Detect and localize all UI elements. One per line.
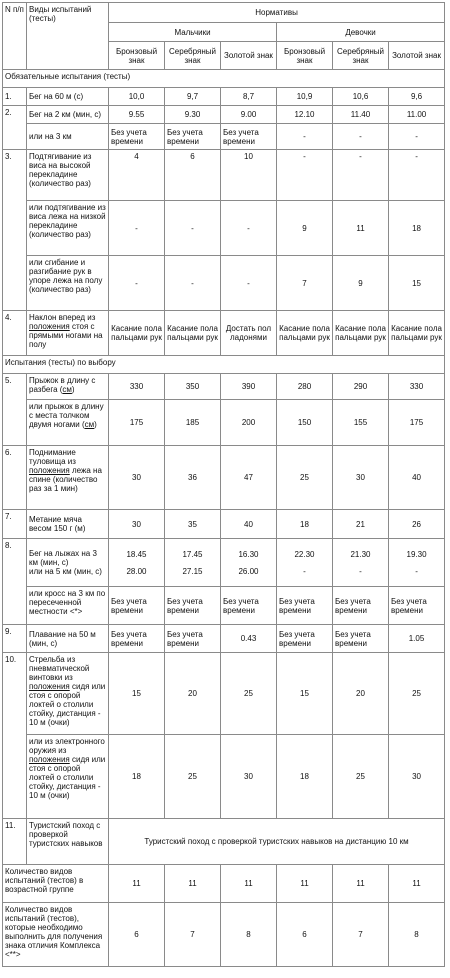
cell: - (389, 124, 445, 150)
table-row (3, 88, 445, 106)
cell: - (109, 256, 165, 311)
table-row (3, 625, 445, 653)
cell: 16.30 26.00 (221, 539, 277, 587)
cell: 17.45 27.15 (165, 539, 221, 587)
row-num: 10. (3, 653, 27, 819)
row-num: 5. (3, 374, 27, 446)
cell: 185 (165, 400, 221, 446)
cell: 47 (221, 446, 277, 510)
cell: - (333, 150, 389, 201)
cell: 9 (333, 256, 389, 311)
row-name: Стрельба из пневматической винтовки из положения сидя или стоя с опорой локтей о столили стойку, дистанция - 10 м (очки) (27, 653, 109, 735)
cell: Без учета времени (165, 587, 221, 625)
cell: 18 (389, 201, 445, 256)
cell: 36 (165, 446, 221, 510)
cell: 150 (277, 400, 333, 446)
cell: 20 (165, 653, 221, 735)
cell: 280 (277, 374, 333, 400)
row-name: или кросс на 3 км по пересеченной местности <*> (27, 587, 109, 625)
section-mandatory: Обязательные испытания (тесты) (3, 70, 445, 88)
cell: 330 (109, 374, 165, 400)
cell: 350 (165, 374, 221, 400)
cell: 6 (277, 903, 333, 967)
row-num: 8. (3, 539, 27, 625)
cell: Достать пол ладонями (221, 311, 277, 356)
row-name: Бег на лыжах на 3 км (мин, с) или на 5 км (мин, с) (27, 539, 109, 587)
table-row (3, 510, 445, 539)
cell: 18 (277, 735, 333, 819)
cell: Без учета времени (165, 124, 221, 150)
cell: 4 (109, 150, 165, 201)
table-row (3, 400, 445, 446)
table-row (3, 653, 445, 735)
cell: 330 (389, 374, 445, 400)
header-test-type: Виды испытаний (тесты) (27, 3, 109, 70)
cell: - (221, 201, 277, 256)
cell: 290 (333, 374, 389, 400)
row-name: или на 3 км (27, 124, 109, 150)
cell: 30 (109, 446, 165, 510)
cell: Без учета времени (277, 587, 333, 625)
cell: 390 (221, 374, 277, 400)
medal-header: Бронзовый знак (277, 42, 333, 70)
table-row (3, 256, 445, 311)
row-name: или сгибание и разгибание рук в упоре лежа на полу (количество раз) (27, 256, 109, 311)
table-row (3, 124, 445, 150)
cell: 30 (389, 735, 445, 819)
table-row (3, 735, 445, 819)
cell: 11 (333, 865, 389, 903)
cell: Без учета времени (389, 587, 445, 625)
table-row (3, 106, 445, 124)
medal-header: Золотой знак (221, 42, 277, 70)
cell: 30 (221, 735, 277, 819)
table-row (3, 150, 445, 201)
row-name: или прыжок в длину с места толчком двумя ногами (см) (27, 400, 109, 446)
header-boys: Мальчики (109, 23, 277, 42)
cell: 0.43 (221, 625, 277, 653)
table-row (3, 311, 445, 356)
row-num: 4. (3, 311, 27, 356)
cell: 7 (277, 256, 333, 311)
medal-header: Золотой знак (389, 42, 445, 70)
cell: 9.00 (221, 106, 277, 124)
cell: 9.30 (165, 106, 221, 124)
cell: 40 (389, 446, 445, 510)
cell: 9,7 (165, 88, 221, 106)
cell: 8,7 (221, 88, 277, 106)
header-girls: Девочки (277, 23, 445, 42)
table-row (3, 819, 445, 865)
cell: 25 (277, 446, 333, 510)
row-num: 2. (3, 106, 27, 150)
cell: 21 (333, 510, 389, 539)
cell: - (165, 201, 221, 256)
row-num: 11. (3, 819, 27, 865)
cell: Без учета времени (221, 587, 277, 625)
header-num: N п/п (3, 3, 27, 70)
row-name: или из электронного оружия из положения сидя или стоя с опорой локтей о столили стойку, дистанция - 10 м (очки) (27, 735, 109, 819)
norms-table (2, 2, 445, 967)
cell: 18 (277, 510, 333, 539)
row-name: Подтягивание из виса на высокой перекладине (количество раз) (27, 150, 109, 201)
cell: 175 (389, 400, 445, 446)
cell: 26 (389, 510, 445, 539)
cell: - (165, 256, 221, 311)
cell: 30 (333, 446, 389, 510)
row-name: Бег на 60 м (с) (27, 88, 109, 106)
cell: 25 (221, 653, 277, 735)
cell: Без учета времени (109, 625, 165, 653)
cell: - (333, 124, 389, 150)
cell: 6 (109, 903, 165, 967)
section-optional: Испытания (тесты) по выбору (3, 356, 445, 374)
row-name: Наклон вперед из положения стоя с прямыми ногами на полу (27, 311, 109, 356)
cell: - (277, 150, 333, 201)
cell: 7 (333, 903, 389, 967)
cell: 25 (165, 735, 221, 819)
medal-header: Серебряный знак (333, 42, 389, 70)
cell: 19.30 - (389, 539, 445, 587)
cell: Касание пола пальцами рук (333, 311, 389, 356)
cell: 11.00 (389, 106, 445, 124)
cell: 6 (165, 150, 221, 201)
table-row (3, 201, 445, 256)
cell: 11 (221, 865, 277, 903)
cell: 10,9 (277, 88, 333, 106)
row-num: 9. (3, 625, 27, 653)
row-name: Метание мяча весом 150 г (м) (27, 510, 109, 539)
row-name: Поднимание туловища из положения лежа на спине (количество раз за 1 мин) (27, 446, 109, 510)
cell: Без учета времени (165, 625, 221, 653)
row-name: Туристский поход с проверкой туристских навыков (27, 819, 109, 865)
cell: 11 (389, 865, 445, 903)
cell: 200 (221, 400, 277, 446)
cell: Без учета времени (277, 625, 333, 653)
cell: 11.40 (333, 106, 389, 124)
cell: 15 (389, 256, 445, 311)
cell: 10 (221, 150, 277, 201)
cell: 40 (221, 510, 277, 539)
cell: - (109, 201, 165, 256)
cell: 22.30 - (277, 539, 333, 587)
row-num: 6. (3, 446, 27, 510)
row-num: 7. (3, 510, 27, 539)
cell: 175 (109, 400, 165, 446)
row-name: Количество видов испытаний (тестов), которые необходимо выполнить для получения знака отличия Комплекса <**> (3, 903, 109, 967)
table-row (3, 903, 445, 967)
cell: 20 (333, 653, 389, 735)
medal-header: Серебряный знак (165, 42, 221, 70)
cell: - (277, 124, 333, 150)
cell: 10,6 (333, 88, 389, 106)
cell: 7 (165, 903, 221, 967)
cell: 18 (109, 735, 165, 819)
cell: 15 (109, 653, 165, 735)
row-name: Бег на 2 км (мин, с) (27, 106, 109, 124)
cell: 30 (109, 510, 165, 539)
cell: 11 (109, 865, 165, 903)
row-name: Прыжок в длину с разбега (см) (27, 374, 109, 400)
cell: Без учета времени (109, 587, 165, 625)
row-num: 1. (3, 88, 27, 106)
cell: Без учета времени (221, 124, 277, 150)
table-row (3, 539, 445, 587)
cell: 8 (221, 903, 277, 967)
cell: Без учета времени (333, 625, 389, 653)
cell: Без учета времени (109, 124, 165, 150)
cell: Без учета времени (333, 587, 389, 625)
cell: 9 (277, 201, 333, 256)
cell: 12.10 (277, 106, 333, 124)
cell: 21.30 - (333, 539, 389, 587)
cell: Касание пола пальцами рук (389, 311, 445, 356)
row-name: Количество видов испытаний (тестов) в возрастной группе (3, 865, 109, 903)
row-name: или подтягивание из виса лежа на низкой перекладине (количество раз) (27, 201, 109, 256)
cell: - (221, 256, 277, 311)
merged-cell: Туристский поход с проверкой туристских навыков на дистанцию 10 км (109, 819, 445, 865)
cell: 11 (277, 865, 333, 903)
cell: Касание пола пальцами рук (165, 311, 221, 356)
cell: 25 (333, 735, 389, 819)
cell: 15 (277, 653, 333, 735)
cell: 25 (389, 653, 445, 735)
cell: Касание пола пальцами рук (109, 311, 165, 356)
header-norms: Нормативы (109, 3, 445, 23)
table-row (3, 587, 445, 625)
table-row (3, 865, 445, 903)
cell: 10,0 (109, 88, 165, 106)
cell: 9,6 (389, 88, 445, 106)
row-num: 3. (3, 150, 27, 311)
medal-header: Бронзовый знак (109, 42, 165, 70)
cell: Касание пола пальцами рук (277, 311, 333, 356)
cell: 11 (165, 865, 221, 903)
cell: 18.45 28.00 (109, 539, 165, 587)
cell: 1.05 (389, 625, 445, 653)
row-name: Плавание на 50 м (мин, с) (27, 625, 109, 653)
table-row (3, 374, 445, 400)
cell: 8 (389, 903, 445, 967)
cell: 35 (165, 510, 221, 539)
cell: 11 (333, 201, 389, 256)
table-row (3, 446, 445, 510)
cell: - (389, 150, 445, 201)
cell: 9.55 (109, 106, 165, 124)
cell: 155 (333, 400, 389, 446)
